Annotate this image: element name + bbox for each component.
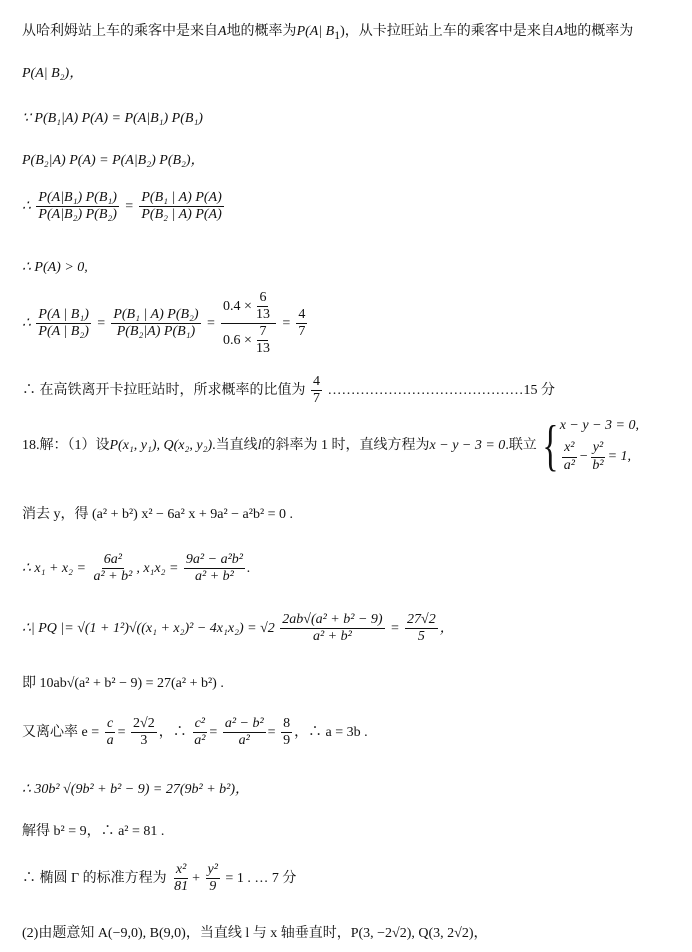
text: ，∴ a = 3b . — [294, 724, 368, 740]
denominator: P(B₂ | A) P(A) — [141, 207, 222, 223]
equals: = — [281, 315, 291, 331]
text: 的斜率为 1 时，直线方程为 — [261, 438, 430, 454]
numerator: 6a² — [102, 552, 124, 569]
line-answer-ratio — [22, 374, 555, 407]
text: 0.6 × — [223, 333, 252, 348]
equals: = — [390, 620, 400, 636]
fraction — [254, 324, 272, 357]
line-probability-intro — [22, 24, 633, 42]
line-solve-b: 解得 b² = 9，∴ a² = 81 . — [22, 824, 165, 839]
score-marker: ……………………………………15 分 — [327, 382, 555, 398]
numerator: P(A|B₁) P(B₁) — [36, 190, 119, 207]
denominator: a² — [563, 457, 575, 473]
text: 18.解：（1）设 — [22, 438, 110, 454]
plus: + — [192, 870, 200, 886]
numerator: 6 — [257, 290, 268, 307]
numerator: P(B₁ | A) P(A) — [139, 190, 223, 207]
denominator: 13 — [255, 307, 270, 323]
formula: x − y − 3 = 0 — [429, 438, 506, 454]
fraction — [131, 716, 157, 749]
equals: = — [117, 724, 126, 740]
numerator: 8 — [281, 716, 292, 733]
line-eccentricity — [22, 716, 368, 749]
fraction — [254, 290, 272, 323]
denominator: P(A | B₂) — [38, 324, 89, 340]
var: A — [218, 24, 227, 39]
fraction — [280, 612, 384, 645]
line-vieta — [22, 552, 250, 585]
subscript: 1 — [334, 28, 341, 42]
equals: = — [124, 198, 134, 214]
text: , x₁x₂ = — [136, 560, 179, 576]
numerator: x² — [174, 862, 188, 879]
numerator: y² — [591, 440, 605, 457]
line-substitute-b: ∴ 30b² √(9b² + b² − 9) = 27(9b² + b²)， — [22, 782, 250, 797]
fraction — [281, 716, 292, 749]
fraction — [311, 374, 322, 407]
numerator: 7 — [257, 324, 268, 341]
denominator: a² — [194, 733, 206, 749]
denominator: 9 — [283, 733, 291, 749]
denominator: a² + b² — [312, 629, 352, 645]
fraction — [296, 307, 307, 340]
fraction — [172, 862, 190, 895]
text: ∴| PQ |= √(1 + 1²) — [22, 620, 129, 636]
numerator: 9a² − a²b² — [184, 552, 245, 569]
fraction — [184, 552, 245, 585]
denominator: 13 — [255, 341, 270, 357]
fraction — [221, 290, 276, 357]
numerator: 2√2 — [131, 716, 157, 733]
denominator: b² — [592, 457, 604, 473]
line-equation-ab: 即 10ab√(a² + b² − 9) = 27(a² + b²) . — [22, 676, 224, 691]
line-part2: (2)由题意知 A(−9,0), B(9,0)，当直线 l 与 x 轴垂直时，P(3, −2√2), Q(3, 2√2)， — [22, 926, 488, 941]
therefore-symbol: ∴ — [22, 315, 31, 331]
numerator: 4 — [296, 307, 307, 324]
text: ∴ 椭圆 Γ 的标准方程为 — [22, 870, 167, 886]
denominator: a² — [238, 733, 250, 749]
text: 地的概率为 — [226, 24, 297, 39]
numerator: P(B₁ | A) P(B₂) — [111, 307, 200, 324]
equals: = — [206, 315, 216, 331]
fraction — [223, 716, 266, 749]
therefore-symbol: ∴ — [22, 198, 31, 214]
text: 0.4 × — [223, 298, 252, 314]
equation: x − y − 3 = 0, — [559, 418, 639, 434]
numerator: y² — [206, 862, 220, 879]
equation-system — [560, 418, 639, 473]
text: . — [246, 560, 251, 576]
numerator: 27√2 — [405, 612, 438, 629]
line-chord-length — [22, 612, 454, 645]
fraction — [590, 440, 605, 473]
formula: P(x₁, y₁), Q(x₂, y₂) — [109, 438, 213, 454]
score-marker: = 1 . … 7 分 — [225, 870, 297, 886]
numerator: x² — [562, 440, 576, 457]
denominator: a² + b² — [93, 569, 133, 585]
equation — [560, 440, 639, 473]
line-ellipse-equation — [22, 862, 296, 895]
numerator: P(A | B₁) — [36, 307, 90, 324]
fraction — [105, 716, 116, 749]
text: ， — [439, 620, 454, 636]
denominator: P(B₂|A) P(B₁) — [116, 324, 196, 340]
text: )，从卡拉旺站上车的乘客中是来自 — [340, 24, 555, 39]
fraction — [91, 552, 134, 585]
minus: − — [578, 449, 589, 465]
text: ∴ 在高铁离开卡拉旺站时，所求概率的比值为 — [22, 382, 306, 398]
fraction — [206, 862, 220, 895]
var: l — [257, 438, 262, 454]
fraction — [36, 190, 119, 223]
equals: = — [209, 724, 218, 740]
var: A — [554, 24, 564, 39]
numerator — [221, 290, 276, 324]
denominator: a² + b² — [195, 569, 234, 585]
fraction — [111, 307, 200, 340]
text: 从哈利姆站上车的乘客中是来自 — [22, 24, 218, 39]
numerator: 4 — [311, 374, 322, 391]
numerator: 2ab√(a² + b² − 9) — [280, 612, 384, 629]
equals: = — [267, 724, 276, 740]
line-ratio-2 — [22, 290, 309, 357]
text: .当直线 — [212, 438, 258, 454]
text: = 1, — [607, 449, 632, 465]
denominator — [221, 324, 276, 357]
denominator: 7 — [313, 391, 320, 407]
line-ratio-1 — [22, 190, 226, 223]
denominator: 3 — [140, 733, 148, 749]
text: 地的概率为 — [563, 24, 634, 39]
line-p-a-positive: ∴ P(A) > 0, — [22, 260, 88, 275]
text: ，∴ — [158, 724, 187, 740]
numerator: c — [105, 716, 115, 733]
denominator: P(A|B₂) P(B₂) — [38, 207, 117, 223]
text: .联立 — [505, 438, 537, 454]
formula: P(A| B — [296, 24, 335, 39]
numerator: a² − b² — [223, 716, 266, 733]
fraction — [192, 716, 207, 749]
line-eliminate-y: 消去 y，得 (a² + b²) x² − 6a² x + 9a² − a²b² = 0 . — [22, 507, 294, 522]
line-bayes-1: ∵ P(B₁|A) P(A) = P(A|B₁) P(B₁) — [22, 111, 203, 126]
line-bayes-2: P(B₂|A) P(A) = P(A|B₂) P(B₂)， — [22, 153, 205, 168]
text: √((x₁ + x₂)² − 4x₁x₂) = √2 — [128, 620, 275, 636]
text: ∴ x₁ + x₂ = — [22, 560, 86, 576]
equals: = — [96, 315, 106, 331]
fraction — [405, 612, 438, 645]
denominator: 5 — [417, 629, 425, 645]
denominator: a — [106, 733, 114, 749]
line-q18-setup — [22, 415, 639, 477]
fraction — [139, 190, 223, 223]
denominator: 9 — [209, 879, 217, 895]
denominator: 81 — [174, 879, 189, 895]
fraction — [562, 440, 577, 473]
numerator: c² — [193, 716, 207, 733]
line-p-a-b2: P(A| B₂)， — [22, 66, 84, 81]
denominator: 7 — [298, 324, 306, 340]
text: 又离心率 e = — [22, 724, 100, 740]
brace-symbol: { — [542, 415, 559, 477]
fraction — [36, 307, 90, 340]
